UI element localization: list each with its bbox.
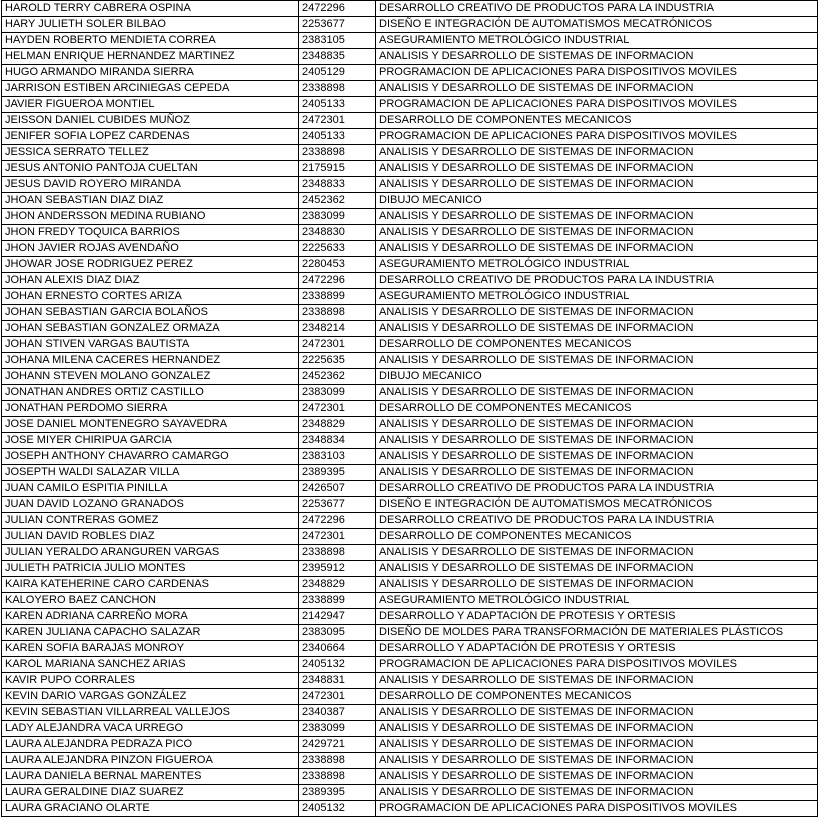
program-cell[interactable]: ANALISIS Y DESARROLLO DE SISTEMAS DE INFORMACION: [376, 465, 818, 481]
name-cell[interactable]: JUAN CAMILO ESPITIA PINILLA: [2, 481, 299, 497]
code-cell[interactable]: 2340387: [299, 705, 376, 721]
program-cell[interactable]: ANALISIS Y DESARROLLO DE SISTEMAS DE INFORMACION: [376, 785, 818, 801]
name-cell[interactable]: LAURA GRACIANO OLARTE: [2, 801, 299, 817]
table-row: [2, 785, 818, 801]
name-cell[interactable]: LAURA GERALDINE DIAZ SUAREZ: [2, 785, 299, 801]
table-row: [2, 305, 818, 321]
program-cell[interactable]: PROGRAMACION DE APLICACIONES PARA DISPOSITIVOS MOVILES: [376, 97, 818, 113]
code-cell[interactable]: 2348834: [299, 433, 376, 449]
table-row: [2, 641, 818, 657]
name-cell[interactable]: JESUS DAVID ROYERO MIRANDA: [2, 177, 299, 193]
table-row: [2, 497, 818, 513]
name-cell[interactable]: LAURA DANIELA BERNAL MARENTES: [2, 769, 299, 785]
code-cell[interactable]: 2340664: [299, 641, 376, 657]
code-cell[interactable]: 2452362: [299, 369, 376, 385]
program-cell[interactable]: DESARROLLO DE COMPONENTES MECANICOS: [376, 113, 818, 129]
table-row: [2, 177, 818, 193]
program-cell[interactable]: ASEGURAMIENTO METROLÓGICO INDUSTRIAL: [376, 33, 818, 49]
table-row: [2, 401, 818, 417]
name-cell[interactable]: KAREN ADRIANA CARREÑO MORA: [2, 609, 299, 625]
code-cell[interactable]: 2338898: [299, 545, 376, 561]
code-cell[interactable]: 2472301: [299, 689, 376, 705]
program-cell[interactable]: ANALISIS Y DESARROLLO DE SISTEMAS DE INFORMACION: [376, 721, 818, 737]
code-cell[interactable]: 2348831: [299, 673, 376, 689]
name-cell[interactable]: HAYDEN ROBERTO MENDIETA CORREA: [2, 33, 299, 49]
table-row: [2, 721, 818, 737]
code-cell[interactable]: 2348829: [299, 577, 376, 593]
table-row: [2, 65, 818, 81]
name-cell[interactable]: JULIETH PATRICIA JULIO MONTES: [2, 561, 299, 577]
table-row: [2, 17, 818, 33]
table-row: [2, 753, 818, 769]
program-cell[interactable]: ANALISIS Y DESARROLLO DE SISTEMAS DE INFORMACION: [376, 177, 818, 193]
name-cell[interactable]: JESUS ANTONIO PANTOJA CUELTAN: [2, 161, 299, 177]
program-cell[interactable]: DESARROLLO CREATIVO DE PRODUCTOS PARA LA INDUSTRIA: [376, 1, 818, 17]
name-cell[interactable]: JOSE DANIEL MONTENEGRO SAYAVEDRA: [2, 417, 299, 433]
code-cell[interactable]: 2142947: [299, 609, 376, 625]
table-row: [2, 193, 818, 209]
code-cell[interactable]: 2338899: [299, 593, 376, 609]
code-cell[interactable]: 2175915: [299, 161, 376, 177]
table-row: [2, 657, 818, 673]
table-row: [2, 273, 818, 289]
code-cell[interactable]: 2389395: [299, 465, 376, 481]
program-cell[interactable]: ANALISIS Y DESARROLLO DE SISTEMAS DE INFORMACION: [376, 241, 818, 257]
program-cell[interactable]: ASEGURAMIENTO METROLÓGICO INDUSTRIAL: [376, 593, 818, 609]
program-cell[interactable]: ANALISIS Y DESARROLLO DE SISTEMAS DE INFORMACION: [376, 545, 818, 561]
name-cell[interactable]: JOHAN ERNESTO CORTES ARIZA: [2, 289, 299, 305]
table-row: [2, 673, 818, 689]
code-cell[interactable]: 2405132: [299, 657, 376, 673]
table-row: [2, 561, 818, 577]
table-row: [2, 145, 818, 161]
name-cell[interactable]: KAREN JULIANA CAPACHO SALAZAR: [2, 625, 299, 641]
program-cell[interactable]: PROGRAMACION DE APLICACIONES PARA DISPOSITIVOS MOVILES: [376, 801, 818, 817]
code-cell[interactable]: 2472296: [299, 1, 376, 17]
program-cell[interactable]: ANALISIS Y DESARROLLO DE SISTEMAS DE INFORMACION: [376, 81, 818, 97]
table-row: [2, 737, 818, 753]
table-row: [2, 33, 818, 49]
name-cell[interactable]: JONATHAN PERDOMO SIERRA: [2, 401, 299, 417]
table-row: [2, 209, 818, 225]
table-row: [2, 225, 818, 241]
name-cell[interactable]: JOHAN SEBASTIAN GONZALEZ ORMAZA: [2, 321, 299, 337]
code-cell[interactable]: 2280453: [299, 257, 376, 273]
code-cell[interactable]: 2395912: [299, 561, 376, 577]
table-row: [2, 529, 818, 545]
code-cell[interactable]: 2383099: [299, 385, 376, 401]
code-cell[interactable]: 2383099: [299, 209, 376, 225]
code-cell[interactable]: 2405132: [299, 801, 376, 817]
table-row: [2, 577, 818, 593]
code-cell[interactable]: 2338898: [299, 81, 376, 97]
code-cell[interactable]: 2405129: [299, 65, 376, 81]
code-cell[interactable]: 2472301: [299, 529, 376, 545]
code-cell[interactable]: 2253677: [299, 17, 376, 33]
program-cell[interactable]: ANALISIS Y DESARROLLO DE SISTEMAS DE INFORMACION: [376, 561, 818, 577]
name-cell[interactable]: JESSICA SERRATO TELLEZ: [2, 145, 299, 161]
table-row: [2, 81, 818, 97]
code-cell[interactable]: 2472296: [299, 513, 376, 529]
name-cell[interactable]: JOHANN STEVEN MOLANO GONZALEZ: [2, 369, 299, 385]
table-row: [2, 625, 818, 641]
code-cell[interactable]: 2348835: [299, 49, 376, 65]
code-cell[interactable]: 2253677: [299, 497, 376, 513]
table-row: [2, 593, 818, 609]
program-cell[interactable]: ASEGURAMIENTO METROLÓGICO INDUSTRIAL: [376, 257, 818, 273]
name-cell[interactable]: JHOAN SEBASTIAN DIAZ DIAZ: [2, 193, 299, 209]
program-cell[interactable]: ANALISIS Y DESARROLLO DE SISTEMAS DE INFORMACION: [376, 305, 818, 321]
program-cell[interactable]: DESARROLLO CREATIVO DE PRODUCTOS PARA LA INDUSTRIA: [376, 273, 818, 289]
table-row: [2, 689, 818, 705]
program-cell[interactable]: ANALISIS Y DESARROLLO DE SISTEMAS DE INFORMACION: [376, 449, 818, 465]
table-row: [2, 161, 818, 177]
program-cell[interactable]: DESARROLLO Y ADAPTACIÓN DE PROTESIS Y ORTESIS: [376, 609, 818, 625]
name-cell[interactable]: LAURA ALEJANDRA PEDRAZA PICO: [2, 737, 299, 753]
name-cell[interactable]: HUGO ARMANDO MIRANDA SIERRA: [2, 65, 299, 81]
code-cell[interactable]: 2472301: [299, 113, 376, 129]
name-cell[interactable]: LAURA ALEJANDRA PINZON FIGUEROA: [2, 753, 299, 769]
name-cell[interactable]: JULIAN DAVID ROBLES DIAZ: [2, 529, 299, 545]
name-cell[interactable]: HELMAN ENRIQUE HERNANDEZ MARTINEZ: [2, 49, 299, 65]
code-cell[interactable]: 2452362: [299, 193, 376, 209]
name-cell[interactable]: JOHANA MILENA CACERES HERNANDEZ: [2, 353, 299, 369]
code-cell[interactable]: 2225635: [299, 353, 376, 369]
name-cell[interactable]: JARRISON ESTIBEN ARCINIEGAS CEPEDA: [2, 81, 299, 97]
name-cell[interactable]: JOSEPH ANTHONY CHAVARRO CAMARGO: [2, 449, 299, 465]
name-cell[interactable]: HAROLD TERRY CABRERA OSPINA: [2, 1, 299, 17]
table-row: [2, 385, 818, 401]
name-cell[interactable]: JHON JAVIER ROJAS AVENDAÑO: [2, 241, 299, 257]
table-row: [2, 705, 818, 721]
name-cell[interactable]: JONATHAN ANDRES ORTIZ CASTILLO: [2, 385, 299, 401]
program-cell[interactable]: ANALISIS Y DESARROLLO DE SISTEMAS DE INFORMACION: [376, 225, 818, 241]
program-cell[interactable]: ANALISIS Y DESARROLLO DE SISTEMAS DE INFORMACION: [376, 385, 818, 401]
code-cell[interactable]: 2338898: [299, 753, 376, 769]
code-cell[interactable]: 2429721: [299, 737, 376, 753]
program-cell[interactable]: ANALISIS Y DESARROLLO DE SISTEMAS DE INFORMACION: [376, 145, 818, 161]
name-cell[interactable]: KAIRA KATEHERINE CARO CARDENAS: [2, 577, 299, 593]
name-cell[interactable]: KAREN SOFIA BARAJAS MONROY: [2, 641, 299, 657]
table-row: [2, 465, 818, 481]
program-cell[interactable]: ANALISIS Y DESARROLLO DE SISTEMAS DE INFORMACION: [376, 769, 818, 785]
program-cell[interactable]: DISEÑO E INTEGRACIÓN DE AUTOMATISMOS MECATRÓNICOS: [376, 497, 818, 513]
table-row: [2, 337, 818, 353]
program-cell[interactable]: ANALISIS Y DESARROLLO DE SISTEMAS DE INFORMACION: [376, 209, 818, 225]
name-cell[interactable]: JHON ANDERSSON MEDINA RUBIANO: [2, 209, 299, 225]
code-cell[interactable]: 2383105: [299, 33, 376, 49]
code-cell[interactable]: 2383095: [299, 625, 376, 641]
name-cell[interactable]: JENIFER SOFIA LOPEZ CARDENAS: [2, 129, 299, 145]
code-cell[interactable]: 2348214: [299, 321, 376, 337]
name-cell[interactable]: KAROL MARIANA SANCHEZ ARIAS: [2, 657, 299, 673]
program-cell[interactable]: ANALISIS Y DESARROLLO DE SISTEMAS DE INFORMACION: [376, 353, 818, 369]
program-cell[interactable]: DESARROLLO CREATIVO DE PRODUCTOS PARA LA INDUSTRIA: [376, 513, 818, 529]
name-cell[interactable]: JHON FREDY TOQUICA BARRIOS: [2, 225, 299, 241]
table-row: [2, 97, 818, 113]
code-cell[interactable]: 2338898: [299, 305, 376, 321]
table-row: [2, 129, 818, 145]
program-cell[interactable]: ANALISIS Y DESARROLLO DE SISTEMAS DE INFORMACION: [376, 577, 818, 593]
name-cell[interactable]: JOSE MIYER CHIRIPUA GARCIA: [2, 433, 299, 449]
table-row: [2, 113, 818, 129]
name-cell[interactable]: JUAN DAVID LOZANO GRANADOS: [2, 497, 299, 513]
program-cell[interactable]: ANALISIS Y DESARROLLO DE SISTEMAS DE INFORMACION: [376, 673, 818, 689]
table-row: [2, 417, 818, 433]
code-cell[interactable]: 2389395: [299, 785, 376, 801]
name-cell[interactable]: KEVIN SEBASTIAN VILLARREAL VALLEJOS: [2, 705, 299, 721]
program-cell[interactable]: ANALISIS Y DESARROLLO DE SISTEMAS DE INFORMACION: [376, 705, 818, 721]
table-row: [2, 257, 818, 273]
code-cell[interactable]: 2405133: [299, 129, 376, 145]
program-cell[interactable]: DIBUJO MECANICO: [376, 193, 818, 209]
program-cell[interactable]: DISEÑO DE MOLDES PARA TRANSFORMACIÓN DE MATERIALES PLÁSTICOS: [376, 625, 818, 641]
code-cell[interactable]: 2472296: [299, 273, 376, 289]
program-cell[interactable]: PROGRAMACION DE APLICACIONES PARA DISPOSITIVOS MOVILES: [376, 657, 818, 673]
name-cell[interactable]: KAVIR PUPO CORRALES: [2, 673, 299, 689]
name-cell[interactable]: JHOWAR JOSE RODRIGUEZ PEREZ: [2, 257, 299, 273]
program-cell[interactable]: ANALISIS Y DESARROLLO DE SISTEMAS DE INFORMACION: [376, 433, 818, 449]
table-row: [2, 449, 818, 465]
table-row: [2, 321, 818, 337]
program-cell[interactable]: ANALISIS Y DESARROLLO DE SISTEMAS DE INFORMACION: [376, 753, 818, 769]
spreadsheet-table: [1, 0, 818, 817]
table-row: [2, 49, 818, 65]
code-cell[interactable]: 2338898: [299, 145, 376, 161]
program-cell[interactable]: DESARROLLO DE COMPONENTES MECANICOS: [376, 401, 818, 417]
program-cell[interactable]: DESARROLLO DE COMPONENTES MECANICOS: [376, 337, 818, 353]
program-cell[interactable]: ANALISIS Y DESARROLLO DE SISTEMAS DE INFORMACION: [376, 161, 818, 177]
table-row: [2, 433, 818, 449]
program-cell[interactable]: DIBUJO MECANICO: [376, 369, 818, 385]
code-cell[interactable]: 2348830: [299, 225, 376, 241]
program-cell[interactable]: ASEGURAMIENTO METROLÓGICO INDUSTRIAL: [376, 289, 818, 305]
name-cell[interactable]: LADY ALEJANDRA VACA URREGO: [2, 721, 299, 737]
code-cell[interactable]: 2383103: [299, 449, 376, 465]
code-cell[interactable]: 2426507: [299, 481, 376, 497]
table-row: [2, 353, 818, 369]
name-cell[interactable]: JEISSON DANIEL CUBIDES MUÑOZ: [2, 113, 299, 129]
table-row: [2, 545, 818, 561]
name-cell[interactable]: JOHAN ALEXIS DIAZ DIAZ: [2, 273, 299, 289]
code-cell[interactable]: 2338899: [299, 289, 376, 305]
table-body: [2, 1, 818, 817]
name-cell[interactable]: JOSEPTH WALDI SALAZAR VILLA: [2, 465, 299, 481]
code-cell[interactable]: 2348833: [299, 177, 376, 193]
program-cell[interactable]: DESARROLLO DE COMPONENTES MECANICOS: [376, 529, 818, 545]
table-row: [2, 369, 818, 385]
code-cell[interactable]: 2348829: [299, 417, 376, 433]
name-cell[interactable]: KALOYERO BAEZ CANCHON: [2, 593, 299, 609]
code-cell[interactable]: 2472301: [299, 337, 376, 353]
name-cell[interactable]: JAVIER FIGUEROA MONTIEL: [2, 97, 299, 113]
name-cell[interactable]: HARY JULIETH SOLER BILBAO: [2, 17, 299, 33]
code-cell[interactable]: 2338898: [299, 769, 376, 785]
table-row: [2, 1, 818, 17]
table-row: [2, 289, 818, 305]
program-cell[interactable]: PROGRAMACION DE APLICACIONES PARA DISPOSITIVOS MOVILES: [376, 65, 818, 81]
name-cell[interactable]: JULIAN YERALDO ARANGUREN VARGAS: [2, 545, 299, 561]
table-row: [2, 481, 818, 497]
table-row: [2, 609, 818, 625]
program-cell[interactable]: ANALISIS Y DESARROLLO DE SISTEMAS DE INFORMACION: [376, 321, 818, 337]
program-cell[interactable]: DESARROLLO DE COMPONENTES MECANICOS: [376, 689, 818, 705]
code-cell[interactable]: 2225633: [299, 241, 376, 257]
name-cell[interactable]: KEVIN DARIO VARGAS GONZÁLEZ: [2, 689, 299, 705]
program-cell[interactable]: PROGRAMACION DE APLICACIONES PARA DISPOSITIVOS MOVILES: [376, 129, 818, 145]
table-row: [2, 801, 818, 817]
name-cell[interactable]: JOHAN STIVEN VARGAS BAUTISTA: [2, 337, 299, 353]
program-cell[interactable]: DISEÑO E INTEGRACIÓN DE AUTOMATISMOS MECATRÓNICOS: [376, 17, 818, 33]
program-cell[interactable]: DESARROLLO CREATIVO DE PRODUCTOS PARA LA INDUSTRIA: [376, 481, 818, 497]
name-cell[interactable]: JOHAN SEBASTIAN GARCIA BOLAÑOS: [2, 305, 299, 321]
code-cell[interactable]: 2472301: [299, 401, 376, 417]
table-row: [2, 513, 818, 529]
table-row: [2, 769, 818, 785]
program-cell[interactable]: ANALISIS Y DESARROLLO DE SISTEMAS DE INFORMACION: [376, 49, 818, 65]
name-cell[interactable]: JULIAN CONTRERAS GOMEZ: [2, 513, 299, 529]
program-cell[interactable]: DESARROLLO Y ADAPTACIÓN DE PROTESIS Y ORTESIS: [376, 641, 818, 657]
table-row: [2, 241, 818, 257]
code-cell[interactable]: 2405133: [299, 97, 376, 113]
code-cell[interactable]: 2383099: [299, 721, 376, 737]
program-cell[interactable]: ANALISIS Y DESARROLLO DE SISTEMAS DE INFORMACION: [376, 417, 818, 433]
program-cell[interactable]: ANALISIS Y DESARROLLO DE SISTEMAS DE INFORMACION: [376, 737, 818, 753]
